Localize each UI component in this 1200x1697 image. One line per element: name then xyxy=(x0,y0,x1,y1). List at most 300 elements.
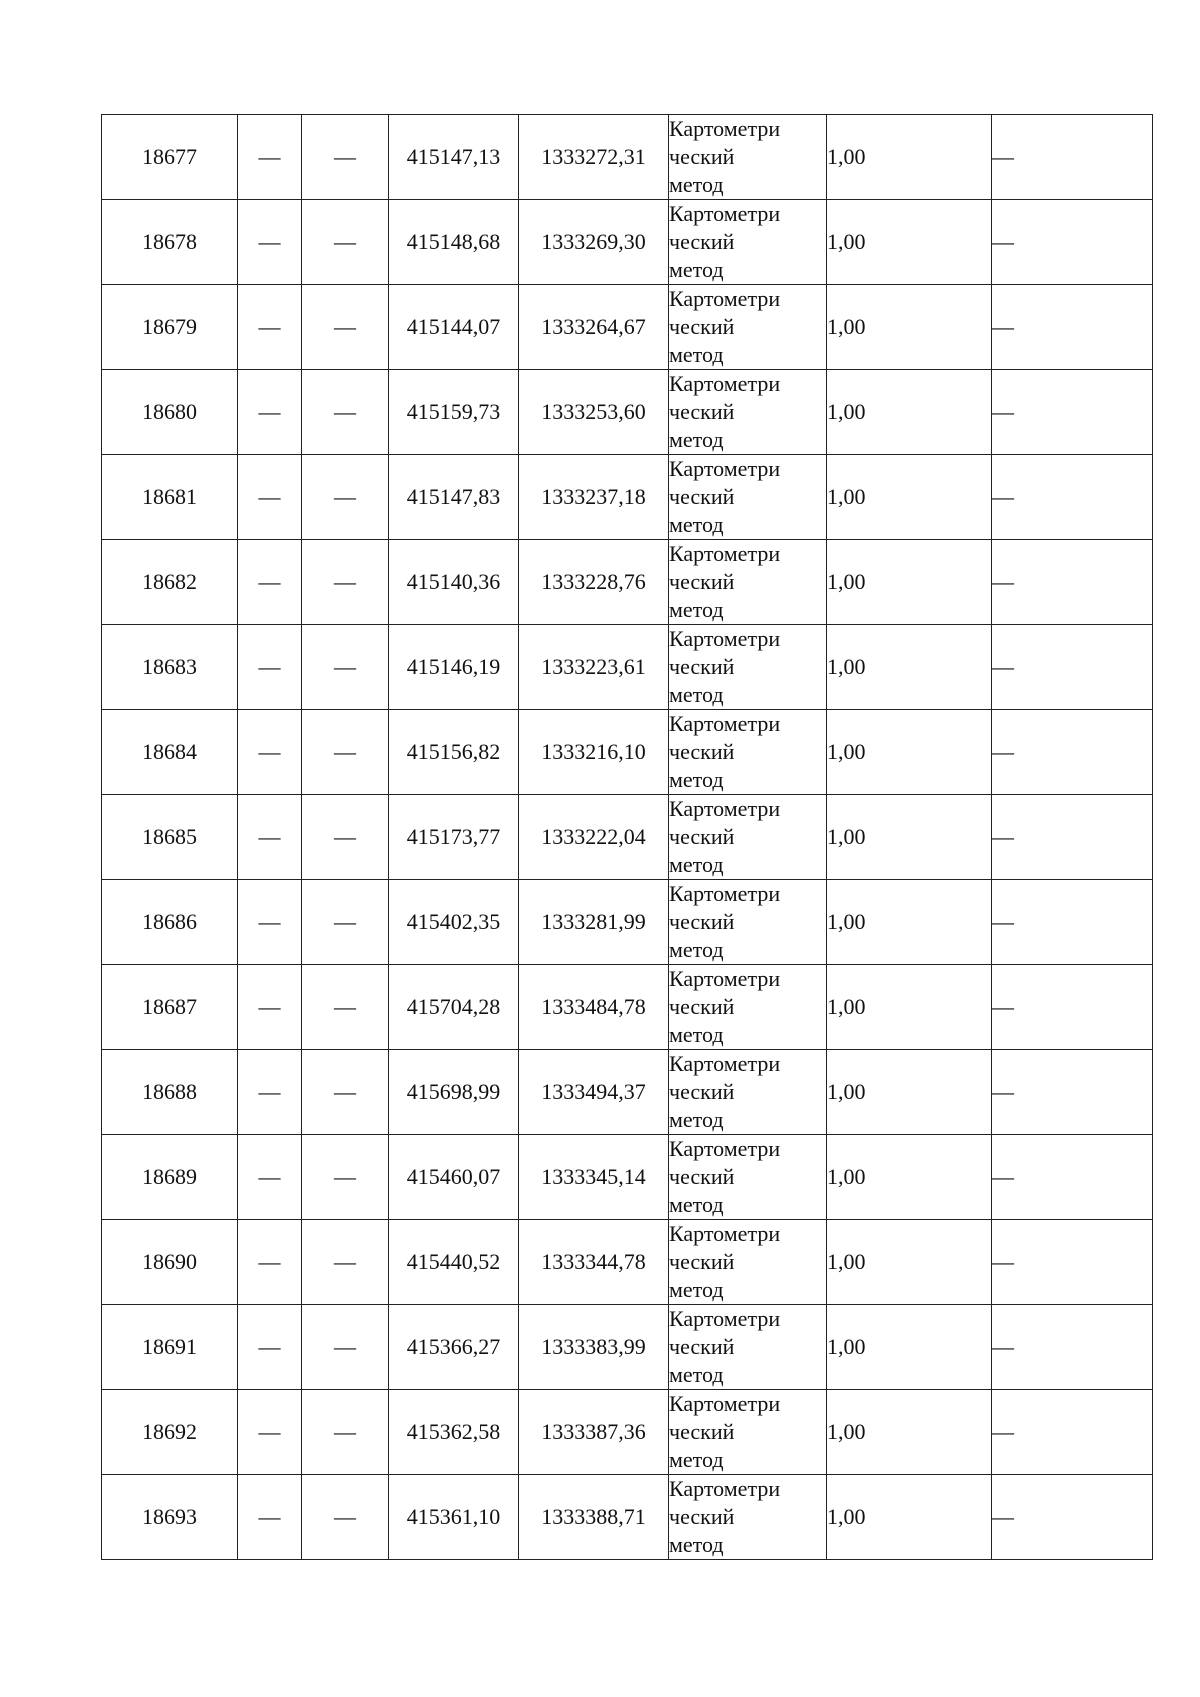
point-number-cell xyxy=(102,1050,238,1135)
point-number-text: 18683 xyxy=(142,654,197,679)
table-row xyxy=(102,540,1153,625)
accuracy-text: 1,00 xyxy=(827,654,866,679)
dash-text: — xyxy=(334,1164,356,1189)
method-line: ческий xyxy=(669,229,735,254)
method-line: ческий xyxy=(669,1164,735,1189)
point-number-cell xyxy=(102,625,238,710)
dash-cell xyxy=(992,200,1153,285)
dash-cell xyxy=(992,540,1153,625)
y-coordinate-cell xyxy=(519,1390,669,1475)
dash-text: — xyxy=(334,1504,356,1529)
dash-cell xyxy=(302,1390,389,1475)
dash-cell xyxy=(302,115,389,200)
method-line: Картометри xyxy=(669,1306,781,1331)
dash-text: — xyxy=(992,824,1014,849)
table-row xyxy=(102,880,1153,965)
accuracy-cell xyxy=(827,1220,992,1305)
dash-cell xyxy=(302,285,389,370)
point-number-text: 18693 xyxy=(142,1504,197,1529)
dash-cell xyxy=(992,795,1153,880)
method-line: Картометри xyxy=(669,1136,781,1161)
method-cell xyxy=(669,455,827,540)
y-coordinate-cell xyxy=(519,710,669,795)
method-line: ческий xyxy=(669,1079,735,1104)
dash-text: — xyxy=(334,484,356,509)
dash-cell xyxy=(238,115,302,200)
dash-text: — xyxy=(992,909,1014,934)
method-cell xyxy=(669,200,827,285)
point-number-cell xyxy=(102,1135,238,1220)
point-number-cell xyxy=(102,880,238,965)
accuracy-text: 1,00 xyxy=(827,314,866,339)
dash-cell xyxy=(238,1220,302,1305)
coordinates-table xyxy=(101,114,1153,1560)
y-coordinate-text: 1333222,04 xyxy=(541,824,646,849)
dash-text: — xyxy=(334,229,356,254)
y-coordinate-text: 1333264,67 xyxy=(541,314,646,339)
dash-text: — xyxy=(992,399,1014,424)
point-number-cell xyxy=(102,710,238,795)
table-row xyxy=(102,965,1153,1050)
method-line: метод xyxy=(669,1107,724,1132)
dash-text: — xyxy=(334,1249,356,1274)
point-number-cell xyxy=(102,540,238,625)
dash-cell xyxy=(992,285,1153,370)
point-number-text: 18692 xyxy=(142,1419,197,1444)
dash-cell xyxy=(302,370,389,455)
point-number-text: 18681 xyxy=(142,484,197,509)
y-coordinate-text: 1333228,76 xyxy=(541,569,646,594)
accuracy-text: 1,00 xyxy=(827,399,866,424)
table-row xyxy=(102,710,1153,795)
accuracy-cell xyxy=(827,200,992,285)
point-number-cell xyxy=(102,285,238,370)
accuracy-text: 1,00 xyxy=(827,994,866,1019)
method-line: Картометри xyxy=(669,1476,781,1501)
method-line: Картометри xyxy=(669,456,781,481)
dash-text: — xyxy=(258,994,281,1019)
y-coordinate-text: 1333388,71 xyxy=(541,1504,646,1529)
method-line: метод xyxy=(669,512,724,537)
accuracy-cell xyxy=(827,540,992,625)
dash-cell xyxy=(992,1390,1153,1475)
dash-text: — xyxy=(334,1334,356,1359)
x-coordinate-text: 415159,73 xyxy=(406,399,501,424)
y-coordinate-cell xyxy=(519,455,669,540)
method-line: ческий xyxy=(669,399,735,424)
x-coordinate-text: 415147,13 xyxy=(406,144,501,169)
table-row xyxy=(102,795,1153,880)
x-coordinate-cell xyxy=(389,795,519,880)
method-line: метод xyxy=(669,1192,724,1217)
dash-cell xyxy=(992,965,1153,1050)
table-row xyxy=(102,1390,1153,1475)
y-coordinate-text: 1333281,99 xyxy=(541,909,646,934)
y-coordinate-cell xyxy=(519,1475,669,1560)
method-line: метод xyxy=(669,937,724,962)
dash-text: — xyxy=(334,144,356,169)
point-number-text: 18691 xyxy=(142,1334,197,1359)
method-line: метод xyxy=(669,597,724,622)
dash-text: — xyxy=(992,314,1014,339)
dash-text: — xyxy=(992,1334,1014,1359)
method-cell xyxy=(669,1305,827,1390)
method-cell xyxy=(669,1135,827,1220)
table-row xyxy=(102,285,1153,370)
dash-cell xyxy=(238,795,302,880)
dash-text: — xyxy=(334,739,356,764)
method-line: метод xyxy=(669,257,724,282)
x-coordinate-cell xyxy=(389,1305,519,1390)
dash-cell xyxy=(238,710,302,795)
table-row xyxy=(102,1135,1153,1220)
y-coordinate-cell xyxy=(519,1135,669,1220)
method-line: ческий xyxy=(669,1334,735,1359)
accuracy-cell xyxy=(827,370,992,455)
accuracy-cell xyxy=(827,1475,992,1560)
y-coordinate-cell xyxy=(519,1220,669,1305)
y-coordinate-cell xyxy=(519,965,669,1050)
method-line: метод xyxy=(669,1362,724,1387)
dash-text: — xyxy=(258,1334,281,1359)
method-line: ческий xyxy=(669,1419,735,1444)
dash-text: — xyxy=(258,739,281,764)
y-coordinate-text: 1333253,60 xyxy=(541,399,646,424)
accuracy-cell xyxy=(827,285,992,370)
method-line: ческий xyxy=(669,654,735,679)
accuracy-text: 1,00 xyxy=(827,484,866,509)
method-cell xyxy=(669,115,827,200)
dash-cell xyxy=(992,1475,1153,1560)
dash-text: — xyxy=(258,399,281,424)
x-coordinate-text: 415362,58 xyxy=(406,1419,501,1444)
point-number-text: 18686 xyxy=(142,909,197,934)
dash-cell xyxy=(992,1050,1153,1135)
y-coordinate-cell xyxy=(519,625,669,710)
y-coordinate-cell xyxy=(519,285,669,370)
table-row xyxy=(102,455,1153,540)
method-line: Картометри xyxy=(669,286,781,311)
accuracy-text: 1,00 xyxy=(827,739,866,764)
dash-cell xyxy=(238,1050,302,1135)
point-number-cell xyxy=(102,455,238,540)
method-cell xyxy=(669,710,827,795)
dash-text: — xyxy=(258,1419,281,1444)
method-line: Картометри xyxy=(669,711,781,736)
table-row xyxy=(102,1220,1153,1305)
dash-cell xyxy=(238,200,302,285)
y-coordinate-cell xyxy=(519,1305,669,1390)
method-line: метод xyxy=(669,682,724,707)
x-coordinate-cell xyxy=(389,115,519,200)
dash-text: — xyxy=(258,1504,281,1529)
dash-cell xyxy=(302,625,389,710)
method-line: метод xyxy=(669,172,724,197)
table-row xyxy=(102,625,1153,710)
x-coordinate-cell xyxy=(389,965,519,1050)
accuracy-text: 1,00 xyxy=(827,1419,866,1444)
accuracy-text: 1,00 xyxy=(827,824,866,849)
dash-text: — xyxy=(992,739,1014,764)
dash-text: — xyxy=(334,569,356,594)
dash-text: — xyxy=(992,1419,1014,1444)
x-coordinate-cell xyxy=(389,200,519,285)
y-coordinate-text: 1333237,18 xyxy=(541,484,646,509)
method-line: Картометри xyxy=(669,116,781,141)
x-coordinate-text: 415460,07 xyxy=(406,1164,501,1189)
dash-cell xyxy=(992,1135,1153,1220)
method-line: метод xyxy=(669,427,724,452)
accuracy-cell xyxy=(827,965,992,1050)
table-row xyxy=(102,1475,1153,1560)
x-coordinate-text: 415144,07 xyxy=(406,314,501,339)
dash-cell xyxy=(992,880,1153,965)
accuracy-cell xyxy=(827,1305,992,1390)
dash-cell xyxy=(302,965,389,1050)
dash-text: — xyxy=(992,654,1014,679)
y-coordinate-cell xyxy=(519,540,669,625)
method-line: ческий xyxy=(669,994,735,1019)
dash-text: — xyxy=(992,484,1014,509)
y-coordinate-text: 1333383,99 xyxy=(541,1334,646,1359)
y-coordinate-text: 1333494,37 xyxy=(541,1079,646,1104)
accuracy-cell xyxy=(827,1050,992,1135)
table-row xyxy=(102,1305,1153,1390)
method-line: Картометри xyxy=(669,371,781,396)
dash-cell xyxy=(992,455,1153,540)
y-coordinate-text: 1333344,78 xyxy=(541,1249,646,1274)
dash-cell xyxy=(302,200,389,285)
y-coordinate-text: 1333484,78 xyxy=(541,994,646,1019)
dash-text: — xyxy=(334,1419,356,1444)
method-line: Картометри xyxy=(669,1051,781,1076)
method-line: Картометри xyxy=(669,541,781,566)
method-cell xyxy=(669,285,827,370)
method-cell xyxy=(669,540,827,625)
method-line: Картометри xyxy=(669,881,781,906)
accuracy-text: 1,00 xyxy=(827,909,866,934)
table-row xyxy=(102,1050,1153,1135)
accuracy-text: 1,00 xyxy=(827,144,866,169)
y-coordinate-text: 1333223,61 xyxy=(541,654,646,679)
point-number-cell xyxy=(102,200,238,285)
method-line: ческий xyxy=(669,144,735,169)
dash-text: — xyxy=(334,909,356,934)
accuracy-cell xyxy=(827,1135,992,1220)
x-coordinate-cell xyxy=(389,455,519,540)
dash-text: — xyxy=(258,484,281,509)
dash-text: — xyxy=(258,569,281,594)
point-number-text: 18690 xyxy=(142,1249,197,1274)
point-number-text: 18678 xyxy=(142,229,197,254)
point-number-cell xyxy=(102,1220,238,1305)
dash-text: — xyxy=(992,1079,1014,1104)
point-number-cell xyxy=(102,795,238,880)
dash-text: — xyxy=(334,399,356,424)
point-number-text: 18677 xyxy=(142,144,197,169)
accuracy-text: 1,00 xyxy=(827,569,866,594)
dash-cell xyxy=(302,1305,389,1390)
method-line: метод xyxy=(669,1532,724,1557)
x-coordinate-text: 415156,82 xyxy=(406,739,501,764)
method-cell xyxy=(669,370,827,455)
method-line: Картометри xyxy=(669,1391,781,1416)
dash-text: — xyxy=(334,654,356,679)
point-number-cell xyxy=(102,115,238,200)
x-coordinate-text: 415440,52 xyxy=(406,1249,501,1274)
x-coordinate-cell xyxy=(389,880,519,965)
dash-cell xyxy=(302,455,389,540)
x-coordinate-cell xyxy=(389,370,519,455)
dash-text: — xyxy=(258,1249,281,1274)
x-coordinate-cell xyxy=(389,1390,519,1475)
point-number-cell xyxy=(102,370,238,455)
dash-cell xyxy=(302,1135,389,1220)
point-number-text: 18689 xyxy=(142,1164,197,1189)
dash-text: — xyxy=(258,144,281,169)
x-coordinate-cell xyxy=(389,1135,519,1220)
dash-cell xyxy=(238,285,302,370)
dash-cell xyxy=(238,1135,302,1220)
accuracy-text: 1,00 xyxy=(827,1249,866,1274)
x-coordinate-text: 415704,28 xyxy=(406,994,501,1019)
method-cell xyxy=(669,625,827,710)
x-coordinate-cell xyxy=(389,1220,519,1305)
method-cell xyxy=(669,1220,827,1305)
dash-cell xyxy=(238,1390,302,1475)
method-line: ческий xyxy=(669,484,735,509)
dash-text: — xyxy=(992,994,1014,1019)
dash-cell xyxy=(992,710,1153,795)
dash-cell xyxy=(992,1305,1153,1390)
dash-text: — xyxy=(992,1249,1014,1274)
method-cell xyxy=(669,1475,827,1560)
method-line: Картометри xyxy=(669,796,781,821)
y-coordinate-cell xyxy=(519,115,669,200)
dash-cell xyxy=(992,370,1153,455)
x-coordinate-text: 415698,99 xyxy=(406,1079,501,1104)
dash-text: — xyxy=(258,1079,281,1104)
dash-cell xyxy=(238,1305,302,1390)
dash-cell xyxy=(238,880,302,965)
accuracy-cell xyxy=(827,710,992,795)
accuracy-cell xyxy=(827,1390,992,1475)
accuracy-text: 1,00 xyxy=(827,1164,866,1189)
table-row xyxy=(102,370,1153,455)
dash-text: — xyxy=(334,1079,356,1104)
dash-text: — xyxy=(258,909,281,934)
accuracy-cell xyxy=(827,880,992,965)
point-number-text: 18682 xyxy=(142,569,197,594)
dash-cell xyxy=(238,455,302,540)
method-line: метод xyxy=(669,767,724,792)
x-coordinate-cell xyxy=(389,1050,519,1135)
y-coordinate-cell xyxy=(519,880,669,965)
dash-cell xyxy=(992,1220,1153,1305)
point-number-text: 18685 xyxy=(142,824,197,849)
dash-cell xyxy=(238,370,302,455)
point-number-text: 18684 xyxy=(142,739,197,764)
x-coordinate-cell xyxy=(389,1475,519,1560)
x-coordinate-text: 415147,83 xyxy=(406,484,501,509)
point-number-text: 18680 xyxy=(142,399,197,424)
dash-text: — xyxy=(258,824,281,849)
x-coordinate-text: 415140,36 xyxy=(406,569,501,594)
x-coordinate-text: 415148,68 xyxy=(406,229,501,254)
dash-cell xyxy=(302,1475,389,1560)
dash-cell xyxy=(238,965,302,1050)
accuracy-cell xyxy=(827,625,992,710)
y-coordinate-cell xyxy=(519,795,669,880)
dash-cell xyxy=(238,540,302,625)
point-number-cell xyxy=(102,1390,238,1475)
accuracy-text: 1,00 xyxy=(827,1334,866,1359)
table-row xyxy=(102,115,1153,200)
dash-cell xyxy=(302,1050,389,1135)
x-coordinate-text: 415361,10 xyxy=(406,1504,501,1529)
method-cell xyxy=(669,795,827,880)
x-coordinate-cell xyxy=(389,710,519,795)
dash-text: — xyxy=(992,1164,1014,1189)
method-line: ческий xyxy=(669,824,735,849)
method-line: ческий xyxy=(669,1249,735,1274)
point-number-text: 18687 xyxy=(142,994,197,1019)
dash-cell xyxy=(992,115,1153,200)
dash-text: — xyxy=(334,994,356,1019)
x-coordinate-cell xyxy=(389,285,519,370)
method-line: метод xyxy=(669,852,724,877)
dash-cell xyxy=(992,625,1153,710)
y-coordinate-cell xyxy=(519,370,669,455)
point-number-text: 18679 xyxy=(142,314,197,339)
method-cell xyxy=(669,1390,827,1475)
x-coordinate-cell xyxy=(389,540,519,625)
method-line: Картометри xyxy=(669,201,781,226)
point-number-cell xyxy=(102,965,238,1050)
point-number-text: 18688 xyxy=(142,1079,197,1104)
y-coordinate-text: 1333345,14 xyxy=(541,1164,646,1189)
accuracy-cell xyxy=(827,455,992,540)
method-cell xyxy=(669,1050,827,1135)
dash-text: — xyxy=(992,229,1014,254)
method-line: Картометри xyxy=(669,966,781,991)
dash-cell xyxy=(302,795,389,880)
dash-text: — xyxy=(992,1504,1014,1529)
dash-text: — xyxy=(992,144,1014,169)
dash-cell xyxy=(302,540,389,625)
method-line: ческий xyxy=(669,739,735,764)
y-coordinate-cell xyxy=(519,1050,669,1135)
x-coordinate-text: 415366,27 xyxy=(406,1334,501,1359)
dash-text: — xyxy=(992,569,1014,594)
x-coordinate-text: 415173,77 xyxy=(406,824,501,849)
method-line: метод xyxy=(669,1277,724,1302)
dash-text: — xyxy=(258,1164,281,1189)
table-row xyxy=(102,200,1153,285)
y-coordinate-text: 1333387,36 xyxy=(541,1419,646,1444)
method-line: метод xyxy=(669,342,724,367)
method-cell xyxy=(669,965,827,1050)
accuracy-text: 1,00 xyxy=(827,229,866,254)
dash-text: — xyxy=(258,229,281,254)
table-body xyxy=(102,115,1153,1560)
accuracy-text: 1,00 xyxy=(827,1504,866,1529)
x-coordinate-text: 415146,19 xyxy=(406,654,501,679)
x-coordinate-text: 415402,35 xyxy=(406,909,501,934)
accuracy-text: 1,00 xyxy=(827,1079,866,1104)
y-coordinate-text: 1333216,10 xyxy=(541,739,646,764)
dash-cell xyxy=(238,1475,302,1560)
